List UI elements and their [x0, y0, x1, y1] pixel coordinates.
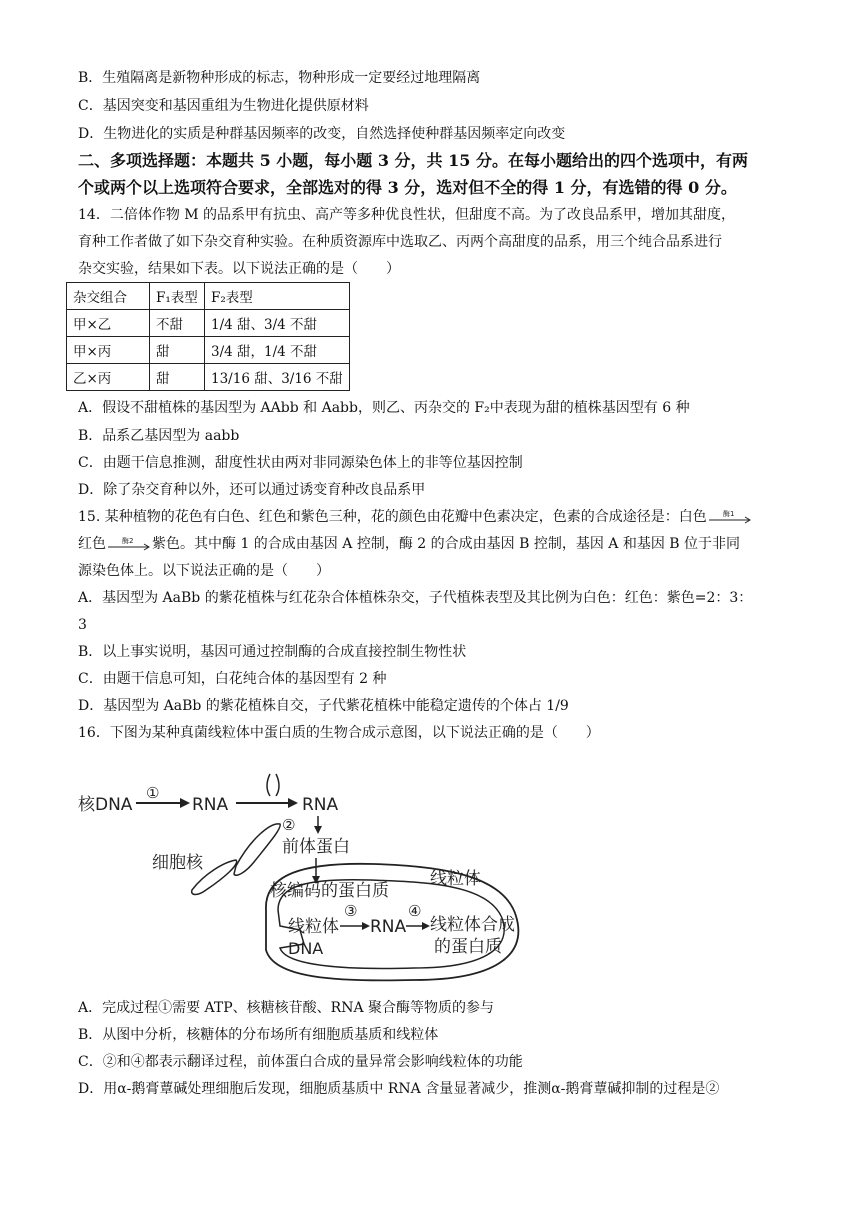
mt-dna-label: DNA — [288, 939, 324, 958]
q16-stem: 16．下图为某种真菌线粒体中蛋白质的生物合成示意图，以下说法正确的是（ ） — [78, 725, 600, 741]
rna3-label: RNA — [370, 917, 407, 937]
q15-red-text: 红色 — [78, 536, 106, 552]
q16-option-c: C．②和④都表示翻译过程，前体蛋白合成的量异常会影响线粒体的功能 — [78, 1054, 523, 1070]
table-cell: 甜 — [150, 364, 205, 391]
q15-stem-line-1 — [78, 507, 753, 527]
table-cell: 甜 — [150, 337, 205, 364]
table-header-cell: F₂表型 — [205, 283, 350, 310]
q14-option-d: D．除了杂交育种以外，还可以通过诱变育种改良品系甲 — [78, 482, 426, 498]
q15-option-a-cont: 3 — [78, 617, 87, 633]
table-cell: 甲×乙 — [67, 310, 150, 337]
q15-option-a: A．基因型为 AaBb 的紫花植株与红花杂合体植株杂交，子代植株表型及其比例为白色：红色：紫色=2：3： — [78, 590, 753, 606]
arrowhead — [314, 826, 322, 834]
q14-stem-line-3: 杂交实验，结果如下表。以下说法正确的是（ ） — [78, 261, 400, 277]
option-c-line: C．基因突变和基因重组为生物进化提供原材料 — [78, 98, 369, 114]
nuclear-pore-icon — [276, 774, 279, 796]
section-heading-line-2: 个或两个以上选项符合要求，全部选对的得 3 分，选对但不全的得 1 分，有选错的得 0 分。 — [78, 178, 737, 197]
option-d-line: D．生物进化的实质是种群基因频率的改变，自然选择使种群基因频率定向改变 — [78, 126, 566, 142]
step1-label: ① — [146, 784, 160, 802]
section-heading-line-1: 二、多项选择题：本题共 5 小题，每小题 3 分，共 15 分。在每小题给出的四个选项中，有两 — [78, 151, 748, 170]
precursor-protein-label: 前体蛋白 — [282, 837, 350, 857]
mt-synth-protein-label-2: 的蛋白质 — [434, 937, 502, 957]
enzyme1-label: 酶1 — [722, 510, 735, 518]
cross-results-table — [66, 282, 350, 391]
nuclear-envelope-shape — [234, 824, 280, 875]
table-cell: 3/4 甜，1/4 不甜 — [205, 337, 350, 364]
q14-option-c: C．由题干信息推测，甜度性状由两对非同源染色体上的非等位基因控制 — [78, 455, 523, 471]
table-header-row — [67, 283, 350, 310]
protein-synthesis-diagram — [74, 766, 534, 996]
arrowhead — [288, 798, 298, 808]
q15-stem-text: 15. 某种植物的花色有白色、红色和紫色三种，花的颜色由花瓣中色素决定，色素的合成途径是：白色 — [78, 509, 707, 525]
nuclear-dna-label: 核DNA — [78, 795, 133, 815]
q15-stem-line-3: 源染色体上。以下说法正确的是（ ） — [78, 563, 330, 579]
step2-label: ② — [282, 816, 296, 834]
arrowhead — [362, 922, 370, 930]
q15-option-c: C．由题干信息可知，白花纯合体的基因型有 2 种 — [78, 671, 387, 687]
q15-stem-cont: 紫色。其中酶 1 的合成由基因 A 控制，酶 2 的合成由基因 B 控制，基因 A 和基因 B 位于非同 — [152, 536, 741, 552]
table-row — [67, 337, 350, 364]
q14-stem-line-1: 14．二倍体作物 M 的品系甲有抗虫、高产等多种优良性状，但甜度不高。为了改良品系甲，增加其甜度， — [78, 207, 736, 223]
mt-synth-protein-label-1: 线粒体合成 — [430, 915, 515, 935]
q16-option-a: A．完成过程①需要 ATP、核糖核苷酸、RNA 聚合酶等物质的参与 — [78, 1000, 495, 1016]
mitochondrion-label: 线粒体 — [430, 869, 481, 889]
table-row — [67, 310, 350, 337]
arrowhead — [180, 798, 190, 808]
enzyme1-arrow — [707, 510, 753, 524]
q14-option-b: B．品系乙基因型为 aabb — [78, 428, 240, 444]
q15-option-b: B．以上事实说明，基因可通过控制酶的合成直接控制生物性状 — [78, 644, 467, 660]
table-header-cell: F₁表型 — [150, 283, 205, 310]
q14-option-a: A．假设不甜植株的基因型为 AAbb 和 Aabb，则乙、丙杂交的 F₂中表现为甜的植株基因型有 6 种 — [78, 400, 690, 416]
option-b-line: B．生殖隔离是新物种形成的标志，物种形成一定要经过地理隔离 — [78, 70, 481, 86]
q15-option-d: D．基因型为 AaBb 的紫花植株自交，子代紫花植株中能稳定遗传的个体占 1/9 — [78, 698, 569, 714]
mt-dna-label-top: 线粒体 — [288, 917, 339, 937]
rna1-label: RNA — [192, 795, 229, 815]
rna2-label: RNA — [302, 795, 339, 815]
enzyme2-arrow — [106, 537, 152, 551]
nuclear-pore-icon — [267, 774, 270, 796]
nucleus-label: 细胞核 — [152, 853, 203, 873]
table-cell: 13/16 甜、3/16 不甜 — [205, 364, 350, 391]
table-header-cell: 杂交组合 — [67, 283, 150, 310]
step3-label: ③ — [344, 902, 358, 920]
table-cell: 1/4 甜、3/4 不甜 — [205, 310, 350, 337]
enzyme2-label: 酶2 — [122, 537, 134, 545]
q14-stem-line-2: 育种工作者做了如下杂交育种实验。在种质资源库中选取乙、丙两个高甜度的品系，用三个纯合品系进行 — [78, 234, 722, 250]
table-row — [67, 364, 350, 391]
nuclear-encoded-protein-label: 核编码的蛋白质 — [270, 881, 389, 901]
q15-stem-line-2 — [78, 534, 740, 554]
table-cell: 乙×丙 — [67, 364, 150, 391]
arrowhead — [422, 922, 430, 930]
q16-option-d: D．用α-鹅膏蕈碱处理细胞后发现，细胞质基质中 RNA 含量显著减少，推测α-鹅膏蕈碱抑制的过程是② — [78, 1081, 720, 1097]
table-cell: 甲×丙 — [67, 337, 150, 364]
q16-option-b: B．从图中分析，核糖体的分布场所有细胞质基质和线粒体 — [78, 1027, 439, 1043]
step4-label: ④ — [408, 902, 422, 920]
table-cell: 不甜 — [150, 310, 205, 337]
